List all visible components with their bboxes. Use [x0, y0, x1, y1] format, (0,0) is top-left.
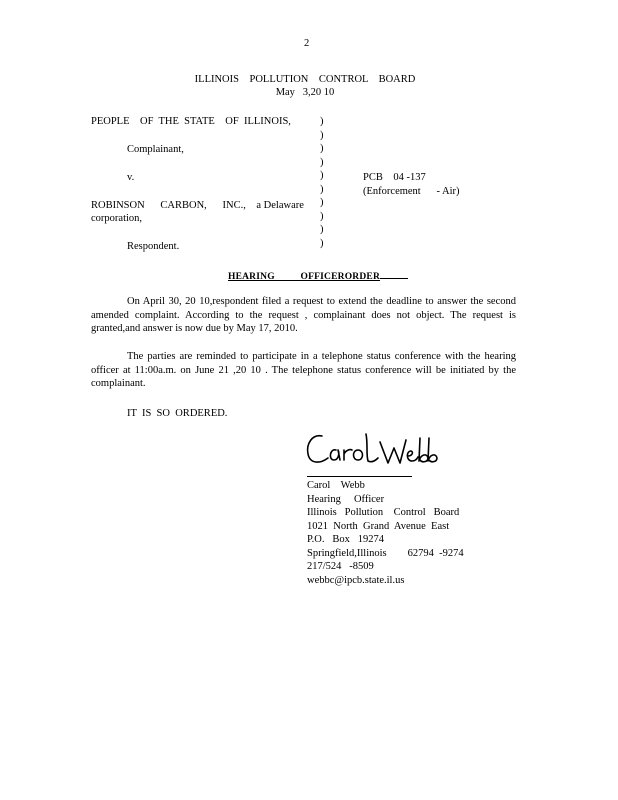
- page-number: 2: [304, 38, 310, 49]
- signature-line: [307, 476, 412, 477]
- signature-email: webbc@ipcb.state.il.us: [307, 574, 405, 586]
- case-number: PCB 04 -137: [363, 172, 426, 183]
- caption-versus: v.: [127, 172, 135, 183]
- caption-respondent-name-line1: ROBINSON CARBON, INC., a Delaware: [91, 200, 304, 211]
- paren: ): [320, 170, 324, 181]
- paren: ): [320, 116, 324, 127]
- signature-title: Hearing Officer: [307, 493, 385, 505]
- signature-street: 1021 North Grand Avenue East: [307, 520, 450, 532]
- paren: ): [320, 129, 324, 141]
- paren: ): [320, 224, 324, 235]
- signature-name: Carol Webb: [307, 480, 365, 491]
- signature-po-box: P.O. Box 19274: [307, 534, 385, 545]
- caption-people: PEOPLE OF THE STATE OF ILLINOIS,: [91, 116, 291, 127]
- order-date: May 3,20 10: [275, 87, 335, 98]
- caption-parentheses: [320, 115, 324, 250]
- paragraph-text: The parties are reminded to participate in a telephone status conference with the hearing officer at 11:00a.m. on June 21 ,20 10 . The telephone status conference will be initiated by the complainant.: [91, 351, 516, 389]
- caption-respondent: Respondent.: [127, 241, 180, 252]
- signature-block: [307, 479, 464, 587]
- case-type: (Enforcement - Air): [363, 186, 460, 197]
- order-title: [228, 268, 408, 285]
- caption-respondent-name-line2: corporation,: [91, 213, 143, 224]
- paragraph-text: On April 30, 20 10,respondent filed a request to extend the deadline to answer the second amended complaint. According to the request , complainant does not object. The request is granted,and answer is now due by May 17, 2010.: [91, 296, 516, 334]
- body-paragraph-2: [91, 350, 516, 391]
- signature-phone: 217/524 -8509: [307, 561, 374, 572]
- paren: ): [320, 210, 324, 222]
- signature-agency: Illinois Pollution Control Board: [307, 507, 460, 518]
- paren: ): [320, 156, 324, 168]
- signature-city: Springfield,Illinois 62794 -9274: [307, 547, 464, 559]
- paren: ): [320, 143, 324, 154]
- order-title-text: HEARING OFFICERORDER: [228, 272, 381, 282]
- paren: ): [320, 183, 324, 195]
- caption-complainant: Complainant,: [127, 144, 184, 155]
- paren: ): [320, 197, 324, 208]
- body-paragraph-1: [91, 295, 516, 336]
- board-name: ILLINOIS POLLUTION CONTROL BOARD: [194, 74, 416, 85]
- handwritten-signature: [300, 430, 440, 476]
- so-ordered: IT IS SO ORDERED.: [127, 408, 228, 419]
- paren: ): [320, 237, 324, 249]
